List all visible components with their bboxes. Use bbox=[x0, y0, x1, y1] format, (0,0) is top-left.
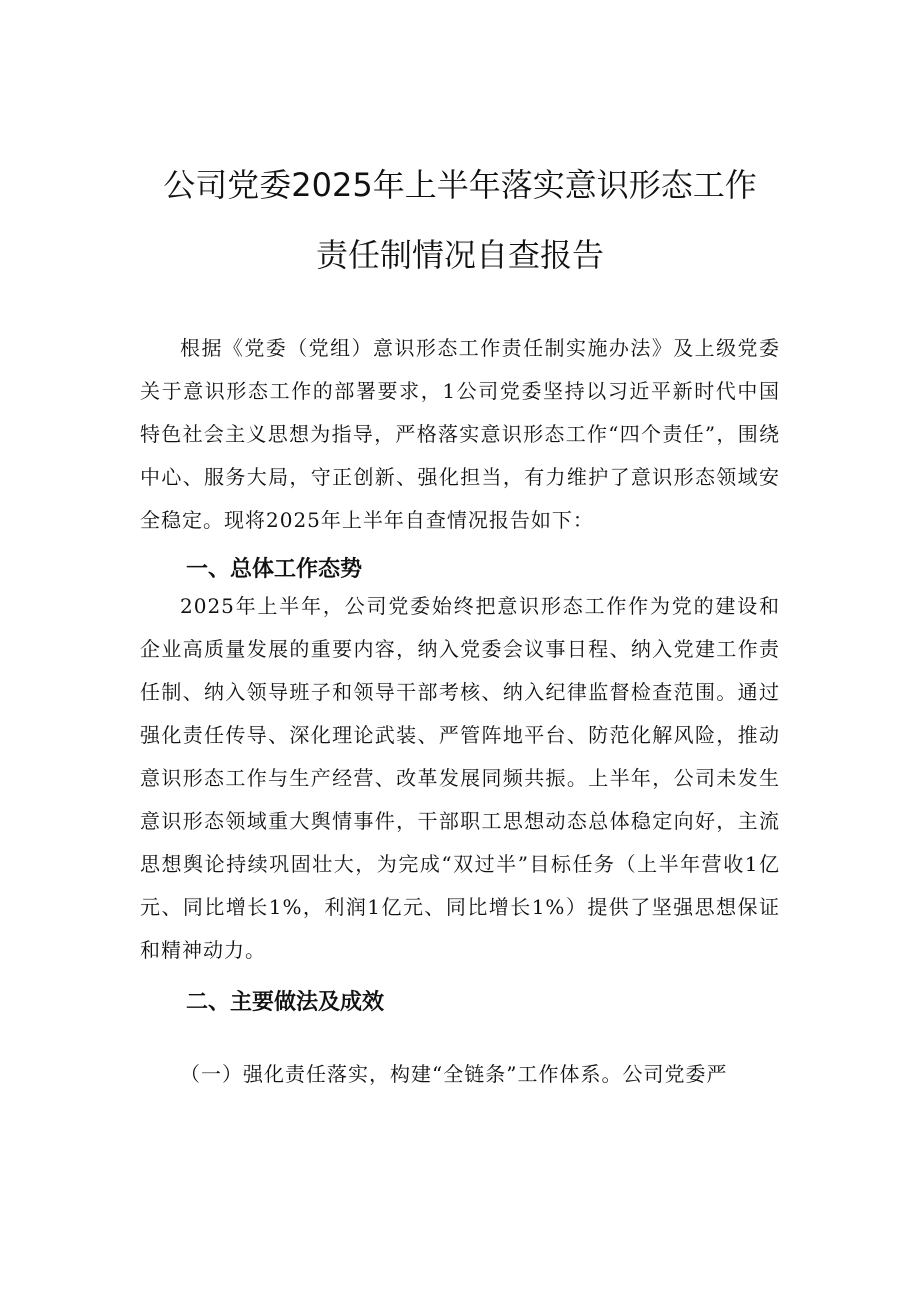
intro-paragraph: 根据《党委（党组）意识形态工作责任制实施办法》及上级党委关于意识形态工作的部署要求，1公司党委坚持以习近平新时代中国特色社会主义思想为指导，严格落实意识形态工作“四个责任”，围绕中心、服务大局，守正创新、强化担当，有力维护了意识形态领域安全稳定。现将2025年上半年自查情况报告如下： bbox=[140, 336, 780, 532]
section-heading-main-practices: 二、主要做法及成效 bbox=[186, 990, 385, 1015]
report-title-line-2: 责任制情况自查报告 bbox=[315, 236, 604, 274]
report-title-line-1: 公司党委2025年上半年落实意识形态工作 bbox=[163, 166, 757, 204]
subsection-1-paragraph: （一）强化责任落实，构建“全链条”工作体系。公司党委严 bbox=[180, 1062, 728, 1086]
section-1-paragraph: 2025年上半年，公司党委始终把意识形态工作作为党的建设和企业高质量发展的重要内容，纳入党委会议事日程、纳入党建工作责任制、纳入领导班子和领导干部考核、纳入纪律监督检查范围。通过强化责任传导、深化理论武装、严管阵地平台、防范化解风险，推动意识形态工作与生产经营、改革发展同频共振。上半年，公司未发生意识形态领域重大舆情事件，干部职工思想动态总体稳定向好，主流思想舆论持续巩固壮大，为完成“双过半”目标任务（上半年营收1亿元、同比增长1%，利润1亿元、同比增长1%）提供了坚强思想保证和精神动力。 bbox=[140, 594, 780, 962]
section-heading-overall-situation: 一、总体工作态势 bbox=[186, 557, 363, 582]
